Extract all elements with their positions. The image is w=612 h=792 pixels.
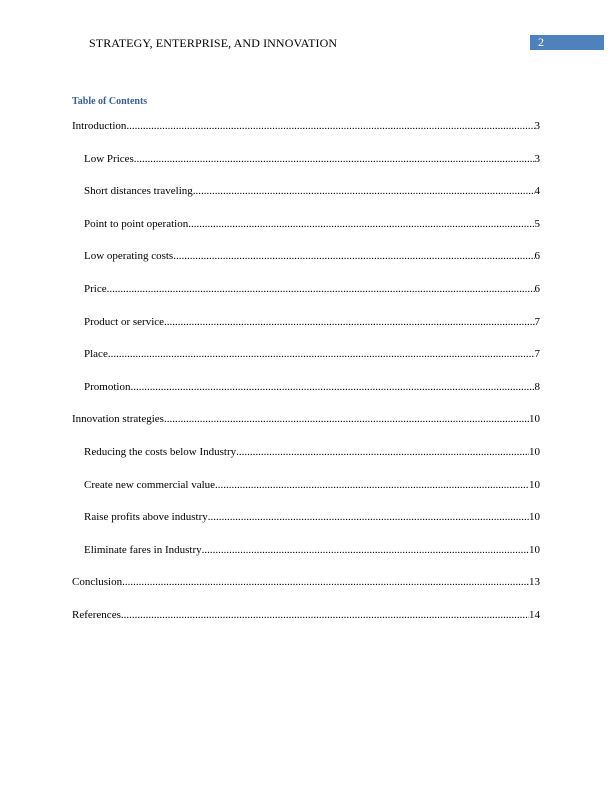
toc-dot-leader: [130, 380, 534, 394]
toc-dot-leader: [108, 347, 535, 361]
toc-entry-title: Low Prices: [84, 152, 134, 165]
toc-entry-page: 6: [534, 250, 540, 263]
toc-entry-title: Raise profits above industry: [84, 511, 208, 524]
toc-entry-title: Reducing the costs below Industry: [84, 445, 237, 458]
toc-list: [72, 119, 540, 641]
toc-entry-page: 3: [534, 120, 540, 132]
toc-entry-title: Eliminate fares in Industry: [84, 543, 202, 556]
toc-entry-page: 10: [529, 445, 540, 458]
toc-entry-create-new-commercial-value[interactable]: [72, 478, 540, 511]
toc-entry-title: References: [72, 608, 121, 621]
toc-dot-leader: [134, 152, 535, 166]
running-header-title: STRATEGY, ENTERPRISE, AND INNOVATION: [89, 36, 338, 50]
toc-dot-leader: [122, 575, 529, 589]
toc-entry-title: Point to point operation: [84, 217, 189, 230]
toc-entry-page: 4: [534, 185, 540, 198]
toc-entry-page: 10: [529, 511, 540, 524]
toc-entry-title: Innovation strategies: [72, 413, 164, 426]
toc-entry-references[interactable]: [72, 608, 540, 641]
toc-dot-leader: [202, 543, 529, 557]
toc-entry-introduction[interactable]: [72, 119, 540, 152]
toc-entry-title: Create new commercial value: [84, 478, 216, 491]
toc-entry-eliminate-fares-in-industry[interactable]: [72, 543, 540, 576]
toc-entry-product-or-service[interactable]: [72, 315, 540, 348]
toc-entry-short-distances-traveling[interactable]: [72, 184, 540, 217]
toc-entry-price[interactable]: [72, 282, 540, 315]
page-number-badge: [530, 35, 604, 50]
toc-entry-place[interactable]: [72, 347, 540, 380]
toc-entry-conclusion[interactable]: [72, 575, 540, 608]
page-number: 2: [538, 35, 544, 49]
toc-entry-point-to-point-operation[interactable]: [72, 217, 540, 250]
toc-entry-page: 7: [534, 348, 540, 361]
toc-entry-page: 10: [529, 543, 540, 556]
toc-entry-promotion[interactable]: [72, 380, 540, 413]
toc-dot-leader: [236, 445, 529, 459]
toc-dot-leader: [173, 249, 534, 263]
toc-entry-page: 10: [529, 413, 540, 426]
toc-entry-title: Place: [84, 348, 108, 361]
toc-heading: Table of Contents: [72, 96, 148, 107]
toc-entry-title: Introduction: [72, 120, 127, 132]
toc-dot-leader: [164, 315, 534, 329]
toc-entry-low-prices[interactable]: [72, 152, 540, 185]
toc-dot-leader: [121, 608, 529, 622]
toc-entry-page: 5: [534, 217, 540, 230]
toc-entry-title: Conclusion: [72, 576, 123, 589]
toc-entry-title: Short distances traveling: [84, 185, 193, 198]
toc-entry-title: Low operating costs: [84, 250, 174, 263]
toc-dot-leader: [193, 184, 535, 198]
toc-entry-page: 13: [529, 576, 540, 589]
toc-dot-leader: [107, 282, 535, 296]
toc-entry-page: 8: [534, 380, 540, 393]
toc-entry-page: 7: [534, 315, 540, 328]
toc-entry-page: 6: [534, 282, 540, 295]
toc-dot-leader: [126, 119, 534, 133]
toc-dot-leader: [208, 510, 529, 524]
toc-entry-title: Price: [84, 282, 107, 295]
toc-dot-leader: [215, 478, 529, 492]
toc-entry-page: 14: [529, 608, 540, 621]
toc-dot-leader: [164, 412, 529, 426]
toc-entry-page: 3: [534, 152, 540, 165]
toc-entry-page: 10: [529, 478, 540, 491]
toc-entry-raise-profits-above-industry[interactable]: [72, 510, 540, 543]
toc-entry-title: Promotion: [84, 380, 131, 393]
toc-dot-leader: [188, 217, 534, 231]
toc-entry-title: Product or service: [84, 315, 165, 328]
toc-entry-low-operating-costs[interactable]: [72, 249, 540, 282]
toc-entry-innovation-strategies[interactable]: [72, 412, 540, 445]
toc-entry-reducing-costs-below-industry[interactable]: [72, 445, 540, 478]
